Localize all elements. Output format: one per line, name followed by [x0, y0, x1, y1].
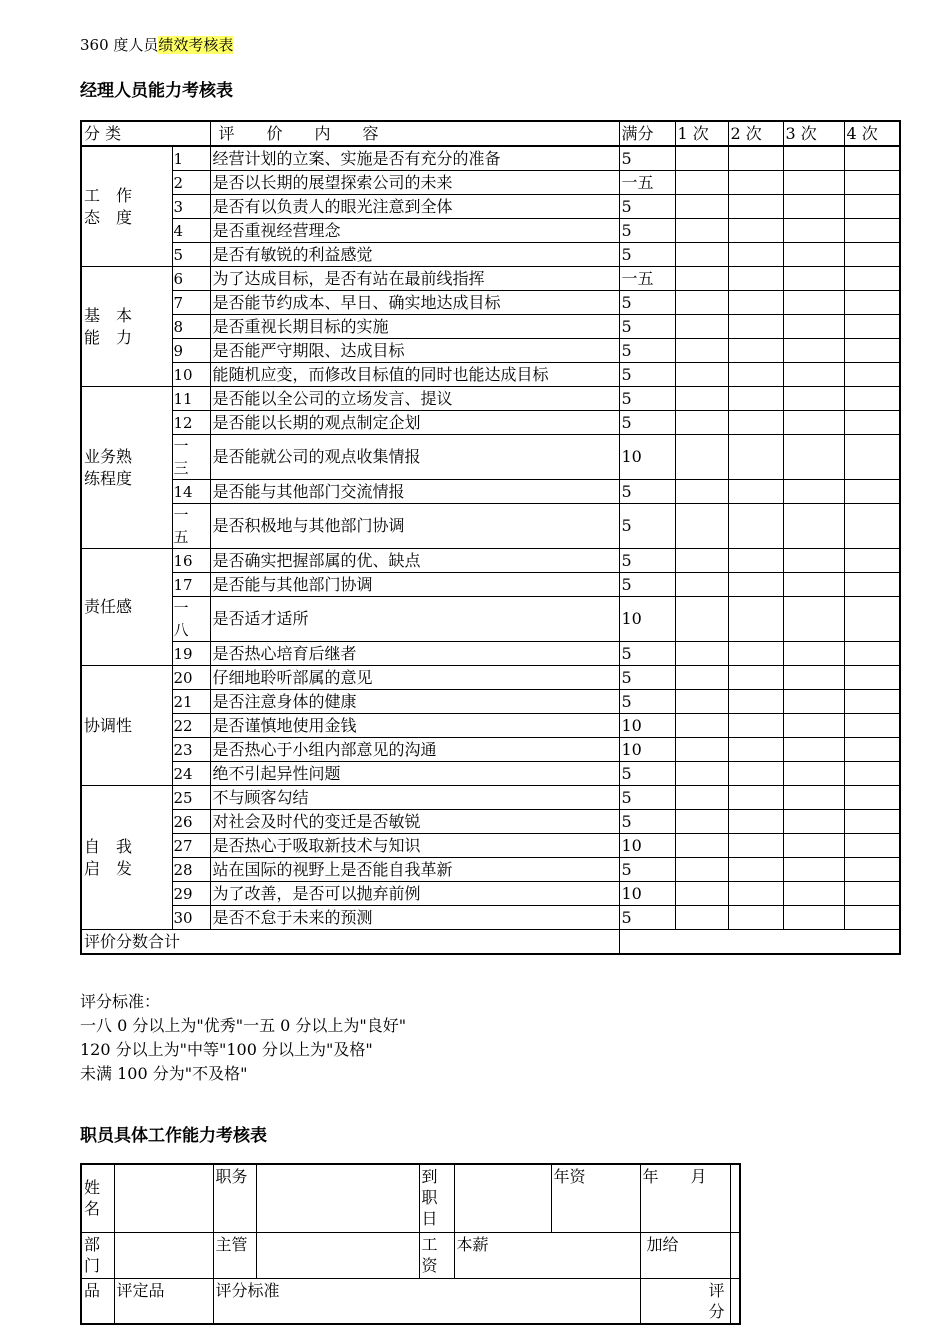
full-score: 5 [619, 858, 675, 882]
item-text: 站在国际的视野上是否能自我革新 [210, 858, 619, 882]
score-entry-1[interactable] [675, 906, 728, 930]
score-entry-2[interactable] [728, 387, 783, 411]
manager-evaluation-table [80, 120, 901, 955]
category-cell: 工 作 态 度 [81, 146, 172, 267]
rating-item-label: 评定品 [114, 1278, 213, 1324]
score-entry-2[interactable] [728, 738, 783, 762]
item-number: 20 [172, 666, 210, 690]
item-text: 仔细地聆听部属的意见 [210, 666, 619, 690]
item-number: 27 [172, 834, 210, 858]
item-text: 是否热心于小组内部意见的沟通 [210, 738, 619, 762]
score-entry-2[interactable] [728, 549, 783, 573]
item-text: 能随机应变，而修改目标值的同时也能达成目标 [210, 363, 619, 387]
score-entry-3[interactable] [783, 858, 844, 882]
score-entry-4[interactable] [844, 387, 900, 411]
item-text: 是否能以长期的观点制定企划 [210, 411, 619, 435]
table-row [81, 810, 900, 834]
full-score: 5 [619, 411, 675, 435]
score-entry-4[interactable] [844, 291, 900, 315]
score-entry-1[interactable] [675, 762, 728, 786]
score-entry-2[interactable] [728, 146, 783, 171]
item-number: 14 [172, 480, 210, 504]
score-entry-4[interactable] [844, 171, 900, 195]
table-row [81, 762, 900, 786]
full-score: 5 [619, 810, 675, 834]
filler-cell [730, 1164, 740, 1232]
item-text: 是否热心于吸取新技术与知识 [210, 834, 619, 858]
item-number: 1 [172, 146, 210, 171]
item-text: 是否能就公司的观点收集情报 [210, 435, 619, 480]
table1-title: 经理人员能力考核表 [80, 81, 233, 101]
post-label: 职务 [213, 1164, 256, 1232]
item-text: 是否注意身体的健康 [210, 690, 619, 714]
bonus-label: 加给 [640, 1232, 730, 1278]
item-number: 12 [172, 411, 210, 435]
table-row [81, 504, 900, 549]
item-text: 是否适才适所 [210, 597, 619, 642]
table-row [81, 786, 900, 810]
score-entry-4[interactable] [844, 411, 900, 435]
score-entry-2[interactable] [728, 714, 783, 738]
item-text: 是否谨慎地使用金钱 [210, 714, 619, 738]
full-score: 5 [619, 219, 675, 243]
item-text: 不与顾客勾结 [210, 786, 619, 810]
item-text: 是否重视经营理念 [210, 219, 619, 243]
item-text: 是否能严守期限、达成目标 [210, 339, 619, 363]
full-score: 10 [619, 714, 675, 738]
criteria-line-1: 一八 0 分以上为"优秀"一五 0 分以上为"良好" [80, 1016, 407, 1035]
item-text: 经营计划的立案、实施是否有充分的准备 [210, 146, 619, 171]
score-entry-1[interactable] [675, 243, 728, 267]
table-row [81, 882, 900, 906]
document-header [80, 34, 233, 55]
item-text: 是否重视长期目标的实施 [210, 315, 619, 339]
item-number: 19 [172, 642, 210, 666]
score-entry-2[interactable] [728, 834, 783, 858]
item-text: 是否能与其他部门协调 [210, 573, 619, 597]
full-score: 5 [619, 906, 675, 930]
category-cell: 协调性 [81, 666, 172, 786]
score-entry-2[interactable] [728, 597, 783, 642]
table-row [81, 315, 900, 339]
total-label: 评价分数合计 [81, 930, 619, 955]
item-number: 29 [172, 882, 210, 906]
score-entry-2[interactable] [728, 243, 783, 267]
score-entry-2[interactable] [728, 411, 783, 435]
score-entry-1[interactable] [675, 387, 728, 411]
full-score: 10 [619, 435, 675, 480]
score-entry-2[interactable] [728, 504, 783, 549]
full-score: 10 [619, 834, 675, 858]
item-number [172, 504, 210, 549]
header-category: 分 类 [81, 121, 210, 146]
score-entry-3[interactable] [783, 597, 844, 642]
score-entry-3[interactable] [783, 810, 844, 834]
item-number: 11 [172, 387, 210, 411]
scoring-criteria [80, 990, 406, 1086]
full-score: 5 [619, 480, 675, 504]
table-row [81, 411, 900, 435]
table-row [81, 549, 900, 573]
header-round-3: 3 次 [783, 121, 844, 146]
staff-evaluation-table [80, 1163, 741, 1325]
score-entry-2[interactable] [728, 363, 783, 387]
item-text: 绝不引起异性问题 [210, 762, 619, 786]
item-number: 7 [172, 291, 210, 315]
table-row [81, 219, 900, 243]
score-entry-4[interactable] [844, 339, 900, 363]
score-entry-4[interactable] [844, 642, 900, 666]
criteria-title: 评分标准： [80, 992, 161, 1011]
dept-value[interactable] [114, 1232, 213, 1278]
full-score: 5 [619, 504, 675, 549]
score-entry-3[interactable] [783, 762, 844, 786]
full-score: 5 [619, 339, 675, 363]
table2-row-3 [81, 1278, 740, 1324]
score-entry-1[interactable] [675, 504, 728, 549]
score-entry-4[interactable] [844, 714, 900, 738]
score-entry-4[interactable] [844, 480, 900, 504]
table-row [81, 339, 900, 363]
score-entry-4[interactable] [844, 666, 900, 690]
score-entry-2[interactable] [728, 573, 783, 597]
table-row [81, 642, 900, 666]
item-number: 24 [172, 762, 210, 786]
score-entry-4[interactable] [844, 690, 900, 714]
score-entry-3[interactable] [783, 435, 844, 480]
criteria-line-2: 120 分以上为"中等"100 分以上为"及格" [80, 1040, 373, 1059]
score-entry-2[interactable] [728, 267, 783, 291]
item-text: 是否不怠于未来的预测 [210, 906, 619, 930]
table-row [81, 480, 900, 504]
full-score: 5 [619, 573, 675, 597]
score-entry-2[interactable] [728, 762, 783, 786]
full-score: 5 [619, 642, 675, 666]
total-row [81, 930, 900, 955]
table-row [81, 363, 900, 387]
criteria-line-3: 未满 100 分为"不及格" [80, 1064, 248, 1083]
item-number-text: 一五 [173, 506, 189, 546]
item-number: 25 [172, 786, 210, 810]
item-number [172, 597, 210, 642]
score-entry-2[interactable] [728, 882, 783, 906]
name-value[interactable] [114, 1164, 213, 1232]
score-entry-4[interactable] [844, 597, 900, 642]
supervisor-value[interactable] [256, 1232, 419, 1278]
score-entry-3[interactable] [783, 411, 844, 435]
item-number [172, 435, 210, 480]
score-entry-1[interactable] [675, 642, 728, 666]
full-score: 5 [619, 243, 675, 267]
score-entry-1[interactable] [675, 219, 728, 243]
score-entry-2[interactable] [728, 906, 783, 930]
score-entry-4[interactable] [844, 762, 900, 786]
score-entry-3[interactable] [783, 690, 844, 714]
score-entry-1[interactable] [675, 195, 728, 219]
item-number: 16 [172, 549, 210, 573]
score-entry-4[interactable] [844, 549, 900, 573]
score-entry-1[interactable] [675, 786, 728, 810]
table-row [81, 597, 900, 642]
header-round-4: 4 次 [844, 121, 900, 146]
full-score: 一五 [619, 171, 675, 195]
score-entry-4[interactable] [844, 858, 900, 882]
item-text: 是否有敏锐的利益感觉 [210, 243, 619, 267]
full-score: 5 [619, 786, 675, 810]
full-score: 5 [619, 315, 675, 339]
score-entry-1[interactable] [675, 834, 728, 858]
score-entry-3[interactable] [783, 267, 844, 291]
score-entry-3[interactable] [783, 549, 844, 573]
score-entry-3[interactable] [783, 339, 844, 363]
score-entry-2[interactable] [728, 195, 783, 219]
score-entry-2[interactable] [728, 858, 783, 882]
full-score: 10 [619, 882, 675, 906]
item-text: 为了达成目标，是否有站在最前线指挥 [210, 267, 619, 291]
header-round-2: 2 次 [728, 121, 783, 146]
score-entry-4[interactable] [844, 315, 900, 339]
header-prefix: 360 度人员 [80, 36, 159, 54]
header-full-score: 满分 [619, 121, 675, 146]
item-number: 21 [172, 690, 210, 714]
filler-cell [730, 1232, 740, 1278]
category-cell: 自 我 启 发 [81, 786, 172, 930]
score-entry-1[interactable] [675, 597, 728, 642]
score-entry-4[interactable] [844, 219, 900, 243]
score-entry-4[interactable] [844, 146, 900, 171]
item-text: 是否有以负责人的眼光注意到全体 [210, 195, 619, 219]
score-entry-4[interactable] [844, 504, 900, 549]
score-entry-3[interactable] [783, 642, 844, 666]
score-entry-2[interactable] [728, 786, 783, 810]
score-entry-1[interactable] [675, 411, 728, 435]
full-score: 5 [619, 762, 675, 786]
score-entry-2[interactable] [728, 291, 783, 315]
score-entry-3[interactable] [783, 219, 844, 243]
full-score: 5 [619, 549, 675, 573]
item-number: 9 [172, 339, 210, 363]
score-entry-1[interactable] [675, 339, 728, 363]
score-entry-1[interactable] [675, 738, 728, 762]
score-entry-4[interactable] [844, 435, 900, 480]
table-row [81, 146, 900, 171]
score-entry-2[interactable] [728, 666, 783, 690]
score-entry-4[interactable] [844, 810, 900, 834]
table-row [81, 834, 900, 858]
full-score: 5 [619, 195, 675, 219]
score-entry-1[interactable] [675, 714, 728, 738]
item-number: 6 [172, 267, 210, 291]
item-number: 28 [172, 858, 210, 882]
score-entry-4[interactable] [844, 573, 900, 597]
score-entry-1[interactable] [675, 549, 728, 573]
item-number: 23 [172, 738, 210, 762]
item-number-text: 一三 [173, 437, 189, 477]
score-entry-4[interactable] [844, 267, 900, 291]
table2-title: 职员具体工作能力考核表 [80, 1126, 267, 1146]
name-label: 姓名 [84, 1178, 101, 1219]
score-entry-3[interactable] [783, 363, 844, 387]
score-entry-1[interactable] [675, 573, 728, 597]
header-highlight: 绩效考核表 [158, 36, 234, 54]
full-score: 5 [619, 363, 675, 387]
item-number-text: 一八 [173, 599, 189, 639]
score-entry-3[interactable] [783, 834, 844, 858]
score-entry-3[interactable] [783, 387, 844, 411]
full-score: 5 [619, 291, 675, 315]
item-text: 是否能节约成本、早日、确实地达成目标 [210, 291, 619, 315]
score-entry-4[interactable] [844, 243, 900, 267]
score-label: 评分 [640, 1278, 730, 1324]
score-entry-1[interactable] [675, 858, 728, 882]
item-number: 10 [172, 363, 210, 387]
item-number: 8 [172, 315, 210, 339]
header-round-1: 1 次 [675, 121, 728, 146]
score-entry-2[interactable] [728, 810, 783, 834]
salary-label: 工资 [421, 1234, 438, 1275]
table-row [81, 666, 900, 690]
table-row [81, 738, 900, 762]
score-entry-3[interactable] [783, 171, 844, 195]
item-number: 2 [172, 171, 210, 195]
score-entry-3[interactable] [783, 504, 844, 549]
base-pay-label: 本薪 [454, 1232, 640, 1278]
full-score: 10 [619, 597, 675, 642]
full-score: 10 [619, 738, 675, 762]
table-row [81, 291, 900, 315]
item-text: 是否能与其他部门交流情报 [210, 480, 619, 504]
item-text: 为了改善，是否可以抛弃前例 [210, 882, 619, 906]
item-label: 品 [81, 1278, 114, 1324]
table-row [81, 906, 900, 930]
score-entry-3[interactable] [783, 906, 844, 930]
score-entry-3[interactable] [783, 882, 844, 906]
score-entry-3[interactable] [783, 666, 844, 690]
table-row [81, 573, 900, 597]
score-entry-1[interactable] [675, 435, 728, 480]
score-entry-2[interactable] [728, 219, 783, 243]
score-entry-1[interactable] [675, 810, 728, 834]
table-row [81, 171, 900, 195]
score-entry-2[interactable] [728, 690, 783, 714]
item-text: 是否积极地与其他部门协调 [210, 504, 619, 549]
item-number: 26 [172, 810, 210, 834]
item-text: 是否确实把握部属的优、缺点 [210, 549, 619, 573]
filler-cell [730, 1278, 740, 1324]
score-entry-2[interactable] [728, 642, 783, 666]
category-cell: 业务熟 练程度 [81, 387, 172, 549]
total-value[interactable] [619, 930, 900, 955]
item-number: 5 [172, 243, 210, 267]
score-entry-2[interactable] [728, 480, 783, 504]
score-entry-1[interactable] [675, 146, 728, 171]
score-entry-2[interactable] [728, 171, 783, 195]
full-score: 5 [619, 146, 675, 171]
arrival-value[interactable] [454, 1164, 551, 1232]
score-entry-1[interactable] [675, 666, 728, 690]
score-entry-1[interactable] [675, 267, 728, 291]
seniority-label: 年资 [551, 1164, 640, 1232]
item-number: 3 [172, 195, 210, 219]
score-entry-3[interactable] [783, 714, 844, 738]
year-month-label: 年 月 [640, 1164, 730, 1232]
score-entry-4[interactable] [844, 738, 900, 762]
item-number: 22 [172, 714, 210, 738]
table-row [81, 267, 900, 291]
score-entry-1[interactable] [675, 315, 728, 339]
score-entry-1[interactable] [675, 171, 728, 195]
item-text: 是否能以全公司的立场发言、提议 [210, 387, 619, 411]
score-entry-2[interactable] [728, 315, 783, 339]
arrival-label: 到职日 [421, 1167, 438, 1228]
score-entry-3[interactable] [783, 146, 844, 171]
full-score: 5 [619, 387, 675, 411]
table2-row-1 [81, 1164, 740, 1232]
table1-header-row [81, 121, 900, 146]
item-number: 4 [172, 219, 210, 243]
score-entry-3[interactable] [783, 573, 844, 597]
score-entry-1[interactable] [675, 480, 728, 504]
dept-label: 部门 [84, 1234, 101, 1275]
score-entry-4[interactable] [844, 882, 900, 906]
score-entry-1[interactable] [675, 882, 728, 906]
table-row [81, 387, 900, 411]
score-entry-3[interactable] [783, 786, 844, 810]
item-number: 17 [172, 573, 210, 597]
item-text: 是否热心培育后继者 [210, 642, 619, 666]
table-row [81, 690, 900, 714]
score-entry-4[interactable] [844, 786, 900, 810]
item-number: 30 [172, 906, 210, 930]
supervisor-label: 主管 [213, 1232, 256, 1278]
score-entry-3[interactable] [783, 243, 844, 267]
score-entry-3[interactable] [783, 480, 844, 504]
full-score: 5 [619, 690, 675, 714]
table-row [81, 714, 900, 738]
full-score: 一五 [619, 267, 675, 291]
item-text: 是否以长期的展望探索公司的未来 [210, 171, 619, 195]
score-entry-3[interactable] [783, 738, 844, 762]
score-entry-1[interactable] [675, 363, 728, 387]
category-cell: 责任感 [81, 549, 172, 666]
item-text: 对社会及时代的变迁是否敏锐 [210, 810, 619, 834]
score-entry-3[interactable] [783, 291, 844, 315]
score-entry-4[interactable] [844, 195, 900, 219]
standard-label: 评分标准 [213, 1278, 640, 1324]
score-entry-1[interactable] [675, 690, 728, 714]
score-entry-1[interactable] [675, 291, 728, 315]
score-entry-3[interactable] [783, 315, 844, 339]
score-entry-4[interactable] [844, 906, 900, 930]
score-entry-4[interactable] [844, 834, 900, 858]
score-entry-3[interactable] [783, 195, 844, 219]
category-cell: 基 本 能 力 [81, 267, 172, 387]
table-row [81, 435, 900, 480]
table-row [81, 858, 900, 882]
table2-row-2 [81, 1232, 740, 1278]
score-entry-4[interactable] [844, 363, 900, 387]
header-content: 评 价 内 容 [210, 121, 619, 146]
score-entry-2[interactable] [728, 339, 783, 363]
full-score: 5 [619, 666, 675, 690]
post-value[interactable] [256, 1164, 419, 1232]
table-row [81, 243, 900, 267]
score-entry-2[interactable] [728, 435, 783, 480]
table-row [81, 195, 900, 219]
